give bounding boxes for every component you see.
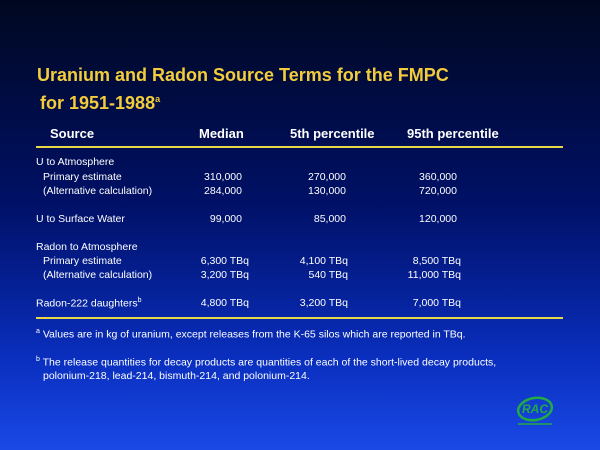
row-source: Radon to Atmosphere <box>36 241 138 253</box>
footer-divider <box>36 317 563 319</box>
title-footnote-mark: a <box>155 94 161 104</box>
row-p5: 4,100 TBq <box>299 255 348 267</box>
row-median: 4,800 TBq <box>200 297 249 309</box>
row-median: 3,200 TBq <box>200 269 249 281</box>
row-p5: 130,000 <box>308 185 346 197</box>
header-divider <box>36 146 563 148</box>
title-line-1: Uranium and Radon Source Terms for the FMPC <box>37 65 449 85</box>
row-source: (Alternative calculation) <box>43 185 153 197</box>
footnote-a-mark: a <box>36 328 40 335</box>
row-p5: 3,200 TBq <box>299 297 348 309</box>
row-source: Radon-222 daughters$^b$ <box>36 297 142 310</box>
rac-logo-text: RAC <box>522 402 548 416</box>
footnote-b-mark: b <box>36 356 40 363</box>
footnote-b-text-line-1: The release quantities for decay products are quantities of each of the short-lived decay products, <box>42 356 497 369</box>
row-median: 6,300 TBq <box>200 255 249 267</box>
row-p95: 720,000 <box>419 185 457 197</box>
row-source: U to Surface Water <box>36 213 125 225</box>
footnote-b <box>36 353 556 383</box>
row-p95: 360,000 <box>419 171 457 183</box>
title-line-2: for 1951-1988$^a$ <box>40 93 161 113</box>
row-p95: 120,000 <box>419 213 457 225</box>
row-source: Primary estimate <box>43 255 122 267</box>
rac-logo-icon <box>514 392 556 428</box>
row-p5: 540 TBq <box>308 269 348 281</box>
row-p5: 270,000 <box>308 171 346 183</box>
row-p95: 11,000 TBq <box>407 269 461 281</box>
row-median: 284,000 <box>204 185 242 197</box>
row-p95: 8,500 TBq <box>412 255 461 267</box>
row-source: U to Atmosphere <box>36 156 115 168</box>
row-median: 310,000 <box>204 171 242 183</box>
row-p95: 7,000 TBq <box>412 297 461 309</box>
header-median: Median <box>199 126 244 141</box>
footnote-a-text: Values are in kg of uranium, except releases from the K-65 silos which are reported in TBq. <box>42 328 466 341</box>
row-p5: 85,000 <box>313 213 346 225</box>
header-5th-percentile: 5th percentile <box>290 126 375 141</box>
footnote-b-text-line-2: polonium-218, lead-214, bismuth-214, and polonium-214. <box>43 369 310 382</box>
row-source: Primary estimate <box>43 171 122 183</box>
row-source: (Alternative calculation) <box>43 269 153 281</box>
header-95th-percentile: 95th percentile <box>407 126 499 141</box>
header-source: Source <box>50 126 95 141</box>
slide-title <box>37 63 449 115</box>
row-footnote-mark: b <box>137 297 142 304</box>
footnote-a <box>36 325 556 342</box>
row-median: 99,000 <box>209 213 242 225</box>
